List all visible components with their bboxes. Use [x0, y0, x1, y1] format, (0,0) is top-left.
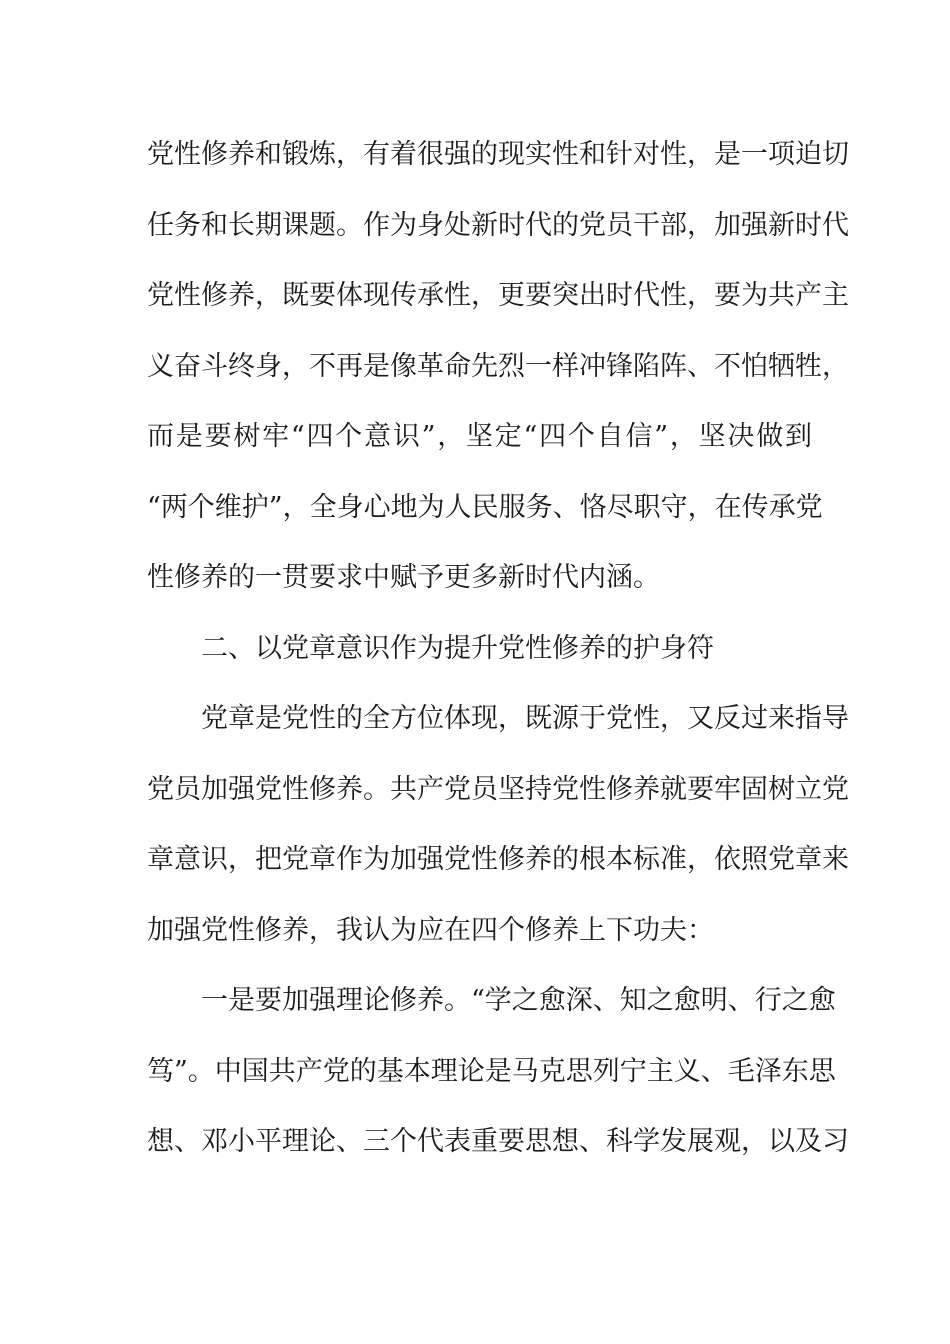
- text-line: 党性修养，既要体现传承性，更要突出时代性，要为共产主: [147, 280, 849, 311]
- text-line: 一是要加强理论修养。“学之愈深、知之愈明、行之愈: [201, 985, 836, 1016]
- text-line: 加强党性修养，我认为应在四个修养上下功夫：: [147, 914, 714, 946]
- section-heading: 二、以党章意识作为提升党性修养的护身符: [201, 632, 714, 664]
- text-line: 而是要树牢“四个意识”，坚定“四个自信”，坚决做到: [147, 421, 812, 452]
- text-line: 性修养的一贯要求中赋予更多新时代内涵。: [147, 562, 660, 593]
- document-body: [147, 130, 849, 1188]
- text-line: “两个维护”，全身心地为人民服务、恪尽职守，在传承党: [147, 491, 823, 523]
- text-line: 任务和长期课题。作为身处新时代的党员干部，加强新时代: [147, 209, 849, 241]
- text-line: 党性修养和锻炼，有着很强的现实性和针对性，是一项迫切: [147, 139, 849, 170]
- text-line: 想、邓小平理论、三个代表重要思想、科学发展观，以及习: [147, 1126, 849, 1157]
- text-line: 党章是党性的全方位体现，既源于党性，又反过来指导: [201, 703, 849, 734]
- text-line: 党员加强党性修养。共产党员坚持党性修养就要牢固树立党: [147, 773, 849, 805]
- text-line: 义奋斗终身，不再是像革命先烈一样冲锋陷阵、不怕牺牲，: [147, 350, 849, 382]
- text-line: 笃”。中国共产党的基本理论是马克思列宁主义、毛泽东思: [147, 1055, 836, 1087]
- text-line: 章意识，把党章作为加强党性修养的根本标准，依照党章来: [147, 844, 849, 875]
